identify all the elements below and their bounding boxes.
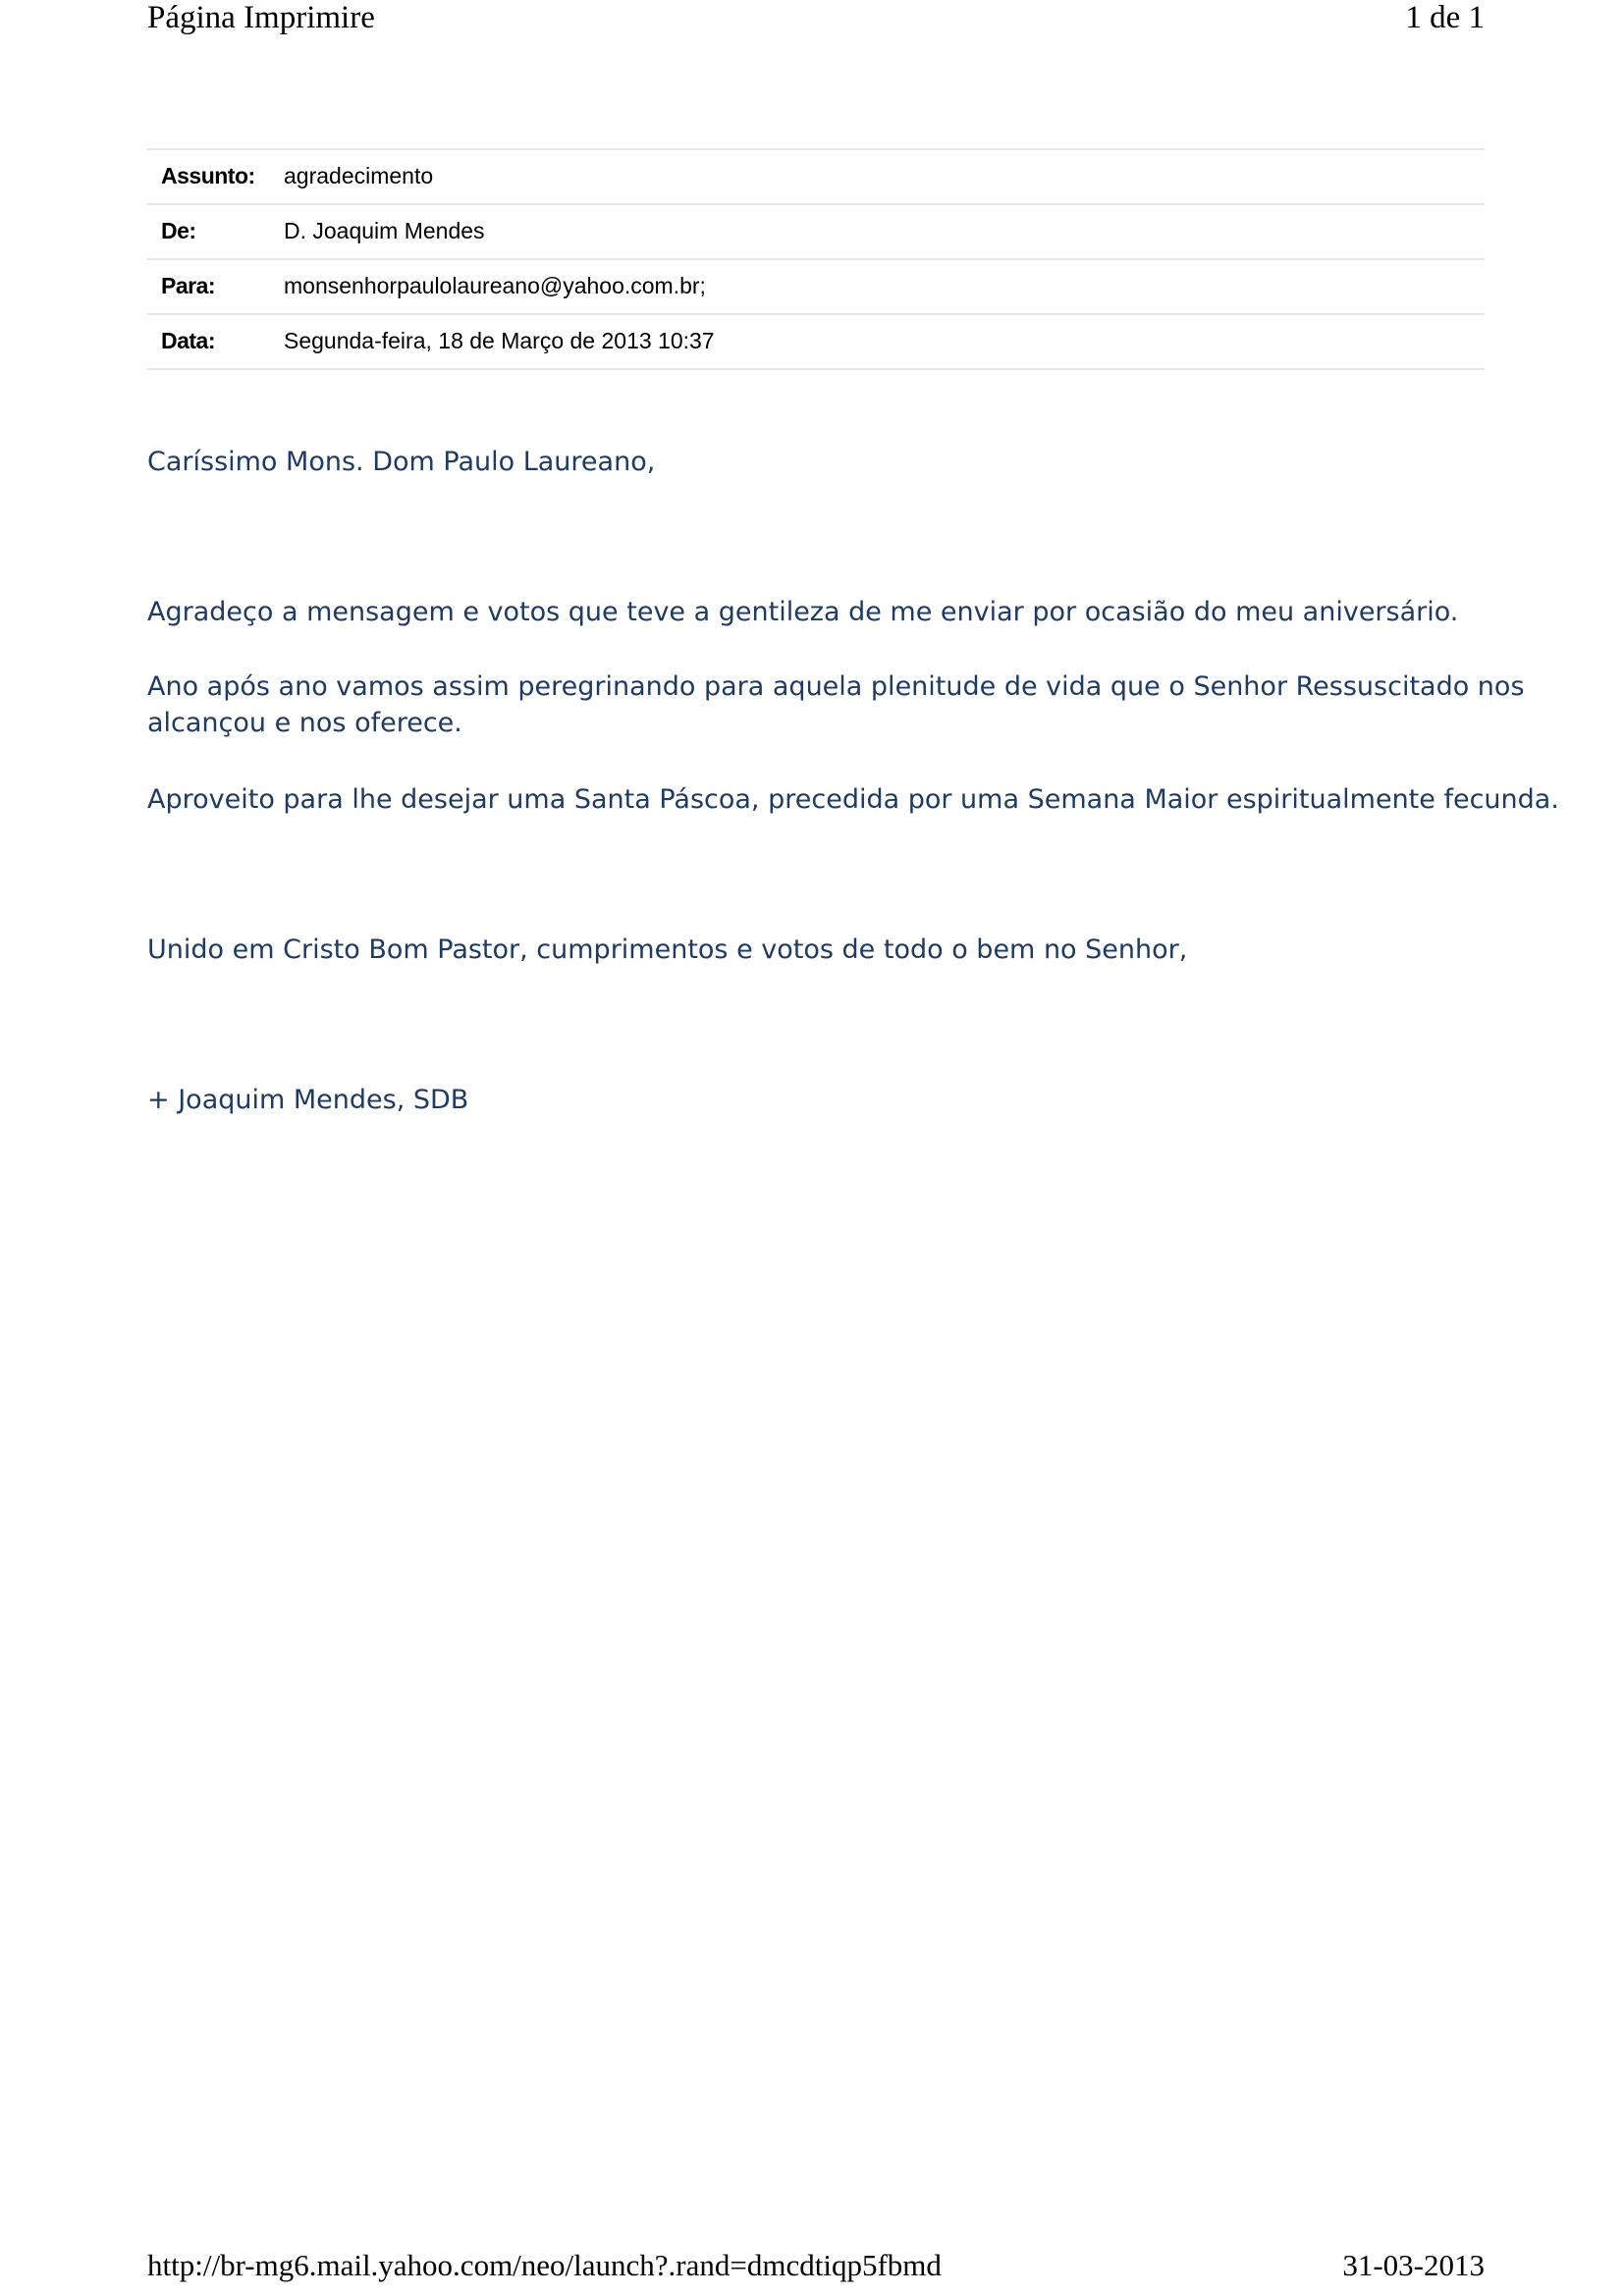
to-row	[147, 260, 1485, 315]
from-label: De:	[161, 218, 196, 243]
subject-value: agradecimento	[284, 163, 434, 188]
footer-date: 31-03-2013	[1342, 2248, 1485, 2282]
date-row	[147, 315, 1485, 370]
closing: Unido em Cristo Bom Pastor, cumprimentos e votos de todo o bem no Senhor,	[147, 934, 1188, 965]
from-row	[147, 205, 1485, 260]
signature: + Joaquim Mendes, SDB	[147, 1085, 469, 1115]
paragraph-pilgrimage-line-1: Ano após ano vamos assim peregrinando para aquela plenitude de vida que o Senhor Ressuscitado nos	[147, 671, 1525, 702]
date-label: Data:	[161, 328, 216, 353]
print-header	[147, 0, 1485, 39]
to-label: Para:	[161, 273, 216, 298]
email-meta-table	[147, 148, 1485, 370]
greeting: Caríssimo Mons. Dom Paulo Laureano,	[147, 447, 656, 477]
subject-label: Assunto:	[161, 163, 255, 188]
from-value: D. Joaquim Mendes	[284, 218, 485, 243]
to-value: monsenhorpaulolaureano@yahoo.com.br;	[284, 273, 706, 298]
date-value: Segunda-feira, 18 de Março de 2013 10:37	[284, 328, 715, 353]
paragraph-thanks: Agradeço a mensagem e votos que teve a gentileza de me enviar por ocasião do meu aniversário.	[147, 597, 1459, 627]
paragraph-easter: Aproveito para lhe desejar uma Santa Páscoa, precedida por uma Semana Maior espiritualmente fecunda.	[147, 784, 1559, 815]
page-title: Página Imprimire	[147, 0, 375, 35]
page-count: 1 de 1	[1405, 0, 1485, 35]
print-footer	[147, 2248, 1485, 2287]
paragraph-pilgrimage-line-2: alcançou e nos oferece.	[147, 708, 462, 738]
footer-url: http://br-mg6.mail.yahoo.com/neo/launch?.rand=dmcdtiqp5fbmd	[147, 2248, 942, 2282]
subject-row	[147, 150, 1485, 205]
